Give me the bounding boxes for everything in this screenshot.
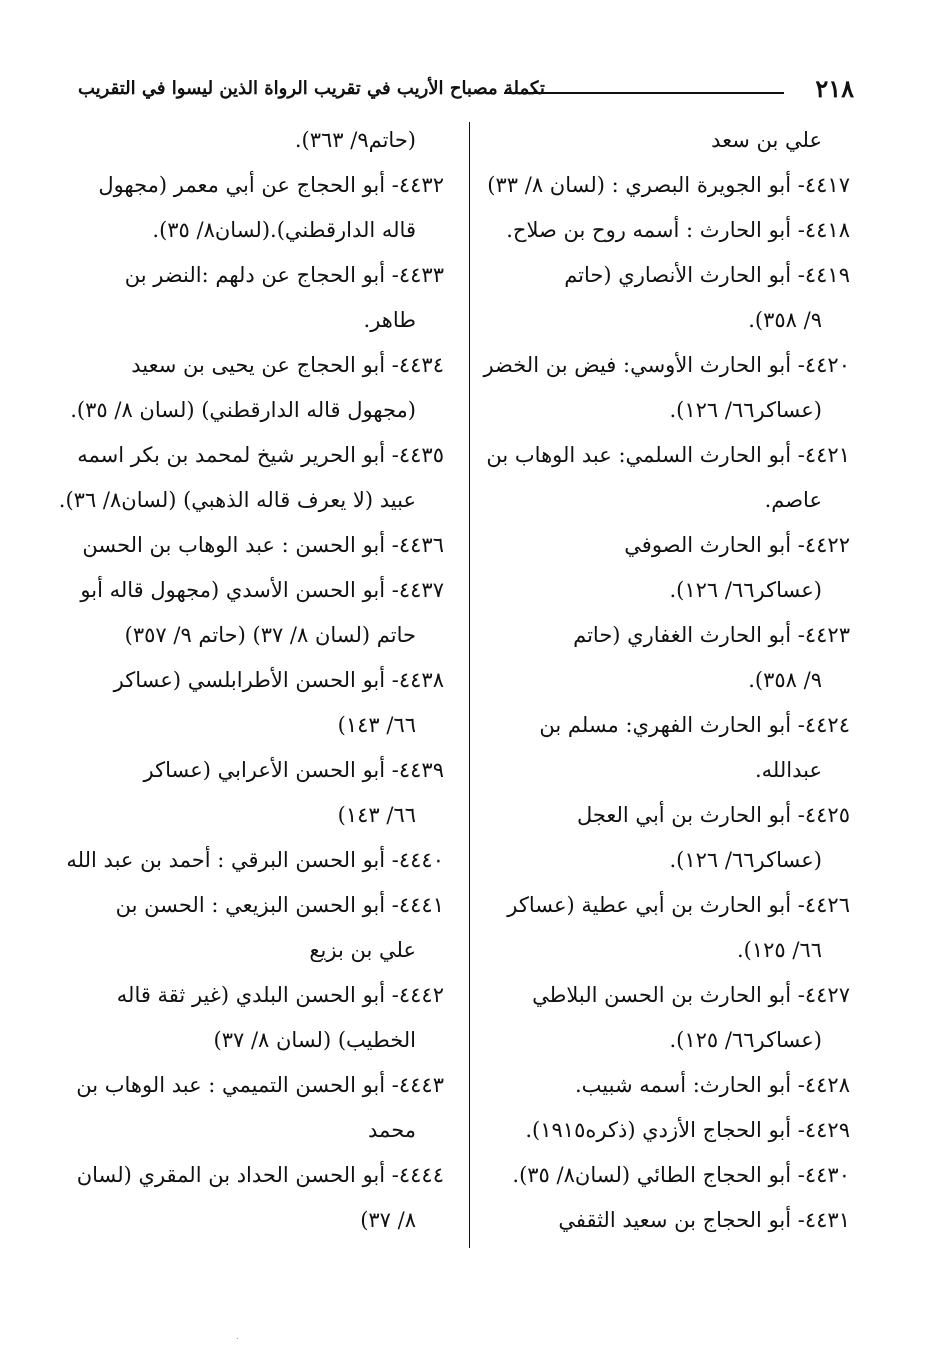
entry-line: ٤٤٢٧- أبو الحارث بن الحسن البلاطي (532, 983, 850, 1007)
entry-line: ٤٤٣٤- أبو الحجاج عن يحيى بن سعيد (131, 353, 444, 377)
entry-line: ٤٤٣٧- أبو الحسن الأسدي (مجهول قاله أبو (80, 578, 444, 602)
entry-line: ٤٤٣٩- أبو الحسن الأعرابي (عساكر (143, 758, 444, 782)
entry-line: (عساكر٦٦/ ١٢٦). (669, 398, 822, 422)
entry-line: عاصم. (764, 488, 822, 512)
entry-line: ٤٤٢٣- أبو الحارث الغفاري (حاتم (573, 623, 850, 647)
entry-line: (عساكر٦٦/ ١٢٦). (669, 848, 822, 872)
entry-line: ٤٤١٨- أبو الحارث : أسمه روح بن صلاح. (506, 218, 850, 242)
entry-line: عبيد (لا يعرف قاله الذهبي) (لسان٨/ ٣٦). (58, 488, 416, 512)
entry-line: ٤٤٤٣- أبو الحسن التميمي : عبد الوهاب بن (76, 1073, 444, 1097)
entry-line: ٤٤٣٣- أبو الحجاج عن دلهم :النضر بن (124, 263, 444, 287)
entry-line: ٨/ ٣٧) (360, 1208, 416, 1232)
entry-line: ٤٤٢٩- أبو الحجاج الأزدي (ذكره١٩١٥). (525, 1118, 850, 1142)
entry-line: ٤٤١٧- أبو الجويرة البصري : (لسان ٨/ ٣٣) (487, 173, 850, 197)
entry-line: ٩/ ٣٥٨). (748, 308, 822, 332)
entry-line: (مجهول قاله الدارقطني) (لسان ٨/ ٣٥). (70, 398, 416, 422)
entry-line: ٤٤٢٥- أبو الحارث بن أبي العجل (576, 803, 850, 827)
entry-line: ٤٤٤٢- أبو الحسن البلدي (غير ثقة قاله (116, 983, 444, 1007)
page-header (78, 70, 854, 110)
entry-line: ٤٤٣٨- أبو الحسن الأطرابلسي (عساكر (113, 668, 444, 692)
entry-line: ٦٦/ ١٢٥). (736, 938, 822, 962)
entry-line: (عساكر٦٦/ ١٢٥). (669, 1028, 822, 1052)
entry-line: عبدالله. (754, 758, 822, 782)
entry-line: ٤٤٢٨- أبو الحارث: أسمه شبيب. (574, 1073, 850, 1097)
entry-line: طاهر. (363, 308, 416, 332)
entry-line: علي بن سعد (711, 128, 822, 152)
entry-line: حاتم (لسان ٨/ ٣٧) (حاتم ٩/ ٣٥٧) (124, 623, 416, 647)
entry-line: محمد (368, 1118, 416, 1142)
entry-line: (عساكر٦٦/ ١٢٦). (669, 578, 822, 602)
entry-line: ٤٤١٩- أبو الحارث الأنصاري (حاتم (564, 263, 850, 287)
entry-line: ٤٤٢٠- أبو الحارث الأوسي: فيض بن الخضر (483, 353, 850, 377)
entry-line: ٤٤٢٤- أبو الحارث الفهري: مسلم بن (539, 713, 850, 737)
entry-line: ٤٤٢٦- أبو الحارث بن أبي عطية (عساكر (507, 893, 850, 917)
right-column (483, 118, 850, 1243)
entry-line: ٤٤٢٢- أبو الحارث الصوفي (624, 533, 850, 557)
entry-line: ٩/ ٣٥٨). (748, 668, 822, 692)
header-rule (504, 92, 784, 94)
entry-line: قاله الدارقطني).(لسان٨/ ٣٥). (152, 218, 416, 242)
entry-line: ٤٤٤٤- أبو الحسن الحداد بن المقري (لسان (76, 1163, 444, 1187)
entry-line: ٤٤٣١- أبو الحجاج بن سعيد الثقفي (558, 1208, 850, 1232)
entry-line: ٤٤٢١- أبو الحارث السلمي: عبد الوهاب بن (486, 443, 850, 467)
entry-line: ٦٦/ ١٤٣) (337, 713, 416, 737)
entry-line: الخطيب) (لسان ٨/ ٣٧) (213, 1028, 416, 1052)
entry-line: ٤٤٤١- أبو الحسن البزيعي : الحسن بن (115, 893, 444, 917)
page-number: ٢١٨ (815, 74, 854, 103)
entry-line: ٤٤٤٠- أبو الحسن البرقي : أحمد بن عبد الله (66, 848, 444, 872)
entry-line: ٤٤٣٢- أبو الحجاج عن أبي معمر (مجهول (98, 173, 444, 197)
entry-line: ٦٦/ ١٤٣) (337, 803, 416, 827)
column-divider (469, 122, 470, 1248)
running-title: تكملة مصباح الأريب في تقريب الرواة الذين ليسوا في التقريب (78, 78, 545, 99)
entry-line: ٤٤٣٥- أبو الحرير شيخ لمحمد بن بكر اسمه (77, 443, 444, 467)
entry-line: ٤٤٣٠- أبو الحجاج الطائي (لسان٨/ ٣٥). (512, 1163, 850, 1187)
entry-line: ٤٤٣٦- أبو الحسن : عبد الوهاب بن الحسن (82, 533, 444, 557)
entry-line: علي بن بزيع (309, 938, 416, 962)
scan-mark: . (236, 1332, 239, 1341)
left-column (58, 118, 444, 1243)
entry-line: (حاتم٩/ ٣٦٣). (294, 128, 416, 152)
